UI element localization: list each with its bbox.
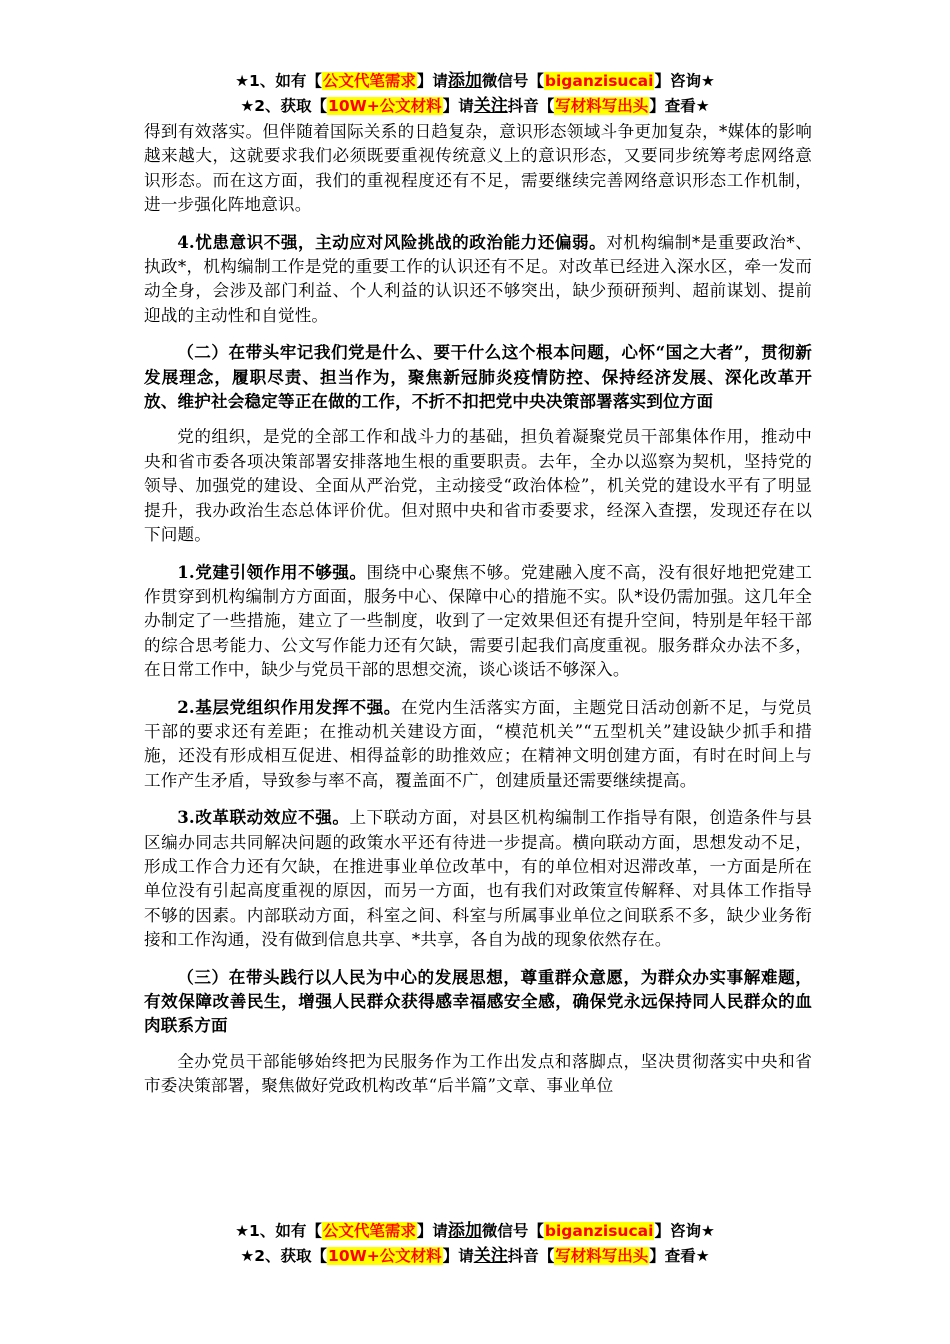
banner-highlight: 公文代笔需求 xyxy=(322,72,416,90)
paragraph xyxy=(144,695,812,794)
banner-text: 】查看★ xyxy=(649,97,710,115)
banner-text: 】咨询★ xyxy=(654,72,715,90)
banner-highlight: biganzisucai xyxy=(544,72,654,90)
paragraph: 全办党员干部能够始终把为民服务作为工作出发点和落脚点，坚决贯彻落实中央和省市委决策部署，聚焦做好党政机构改革“后半篇”文章、事业单位 xyxy=(144,1051,812,1096)
banner-text: 】查看★ xyxy=(649,1247,710,1265)
paragraph-text: 在党内生活落实方面，主题党日活动创新不足，与党员干部的要求还有差距；在推动机关建设方面，“模范机关”“五型机关”建设缺少抓手和措施，还没有形成相互促进、相得益彰的助推效应；在精神文明创建方面，有时在时间上与工作产生矛盾，导致参与率不高，覆盖面不广，创建质量还需要继续提高。 xyxy=(144,697,812,790)
paragraph: 得到有效落实。但伴随着国际关系的日趋复杂，意识形态领域斗争更加复杂，*媒体的影响越来越大，这就要求我们必须既要重视传统意义上的意识形态，又要同步统筹考虑网络意识形态。而在这方面，我们的重视程度还有不足，需要继续完善网络意识形态工作机制，进一步强化阵地意识。 xyxy=(144,122,812,215)
banner-line-1 xyxy=(0,1219,950,1244)
banner-text: 】咨询★ xyxy=(654,1222,715,1240)
banner-text: 微信号【 xyxy=(481,72,544,90)
banner-text: 抖音【 xyxy=(507,97,555,115)
banner-underline: 关注 xyxy=(473,1246,508,1266)
banner-highlight: biganzisucai xyxy=(544,1222,654,1240)
paragraph-lead: 3.改革联动效应不强。 xyxy=(177,807,350,828)
section-heading: （二）在带头牢记我们党是什么、要干什么这个根本问题，心怀“国之大者”，贯彻新发展理念，履职尽责、担当作为，聚焦新冠肺炎疫情防控、保持经济发展、深化改革开放、维护社会稳定等正在做的工作，不折不扣把党中央决策部署落实到位方面 xyxy=(144,342,812,412)
banner-highlight: 写材料写出头 xyxy=(555,97,649,115)
paragraph-text: 围绕中心聚焦不够。党建融入度不高，没有很好地把党建工作贯穿到机构编制方方面面，服务中心、保障中心的措施不实。队*设仍需加强。这几年全办制定了一些措施，建立了一些制度，收到了一定效果但还有提升空间，特别是年轻干部的综合思考能力、公文写作能力还有欠缺，需要引起我们高度重视。服务群众办法不多，在日常工作中，缺少与党员干部的思想交流，谈心谈话不够深入。 xyxy=(144,562,812,680)
banner-line-1 xyxy=(0,69,950,94)
paragraph-lead: 4.忧患意识不强，主动应对风险挑战的政治能力还偏弱。 xyxy=(177,231,607,252)
banner-highlight: 公文代笔需求 xyxy=(322,1222,416,1240)
banner-text: 微信号【 xyxy=(481,1222,544,1240)
paragraph-lead: 1.党建引领作用不够强。 xyxy=(177,561,367,582)
banner-underline: 关注 xyxy=(473,96,508,116)
banner-underline: 添加 xyxy=(447,71,482,91)
banner-text: ★1、如有【 xyxy=(235,1222,322,1240)
paragraph-text: 对机构编制*是重要政治*、执政*，机构编制工作是党的重要工作的认识还有不足。对改革已经进入深水区，牵一发而动全身，会涉及部门利益、个人利益的认识还不够突出，缺少预研预判、超前谋划、提前迎战的主动性和自觉性。 xyxy=(144,232,812,325)
section-heading: （三）在带头践行以人民为中心的发展思想，尊重群众意愿，为群众办实事解难题，有效保障改善民生，增强人民群众获得感幸福感安全感，确保党永远保持同人民群众的血肉联系方面 xyxy=(144,966,812,1036)
banner-highlight: 10W+公文材料 xyxy=(328,1247,442,1265)
banner-line-2 xyxy=(0,1244,950,1269)
banner-highlight: 10W+公文材料 xyxy=(328,97,442,115)
banner-text: 】请 xyxy=(416,72,448,90)
banner-underline: 添加 xyxy=(447,1221,482,1241)
banner-text: ★1、如有【 xyxy=(235,72,322,90)
paragraph xyxy=(144,230,812,329)
header-banner xyxy=(0,69,950,119)
banner-text: ★2、获取【 xyxy=(240,97,328,115)
banner-text: ★2、获取【 xyxy=(240,1247,328,1265)
document-body xyxy=(144,120,812,1111)
banner-text: 】请 xyxy=(416,1222,448,1240)
paragraph: 党的组织，是党的全部工作和战斗力的基础，担负着凝聚党员干部集体作用，推动中央和省市委各项决策部署安排落地生根的重要职责。去年，全办以巡察为契机，坚持党的领导、加强党的建设、全面从严治党，主动接受“政治体检”，机关党的建设水平有了明显提升，我办政治生态总体评价优。但对照中央和省市委要求，经深入查摆，发现还存在以下问题。 xyxy=(144,427,812,545)
paragraph-text: 上下联动方面，对县区机构编制工作指导有限，创造条件与县区编办同志共同解决问题的政策水平还有待进一步提高。横向联动方面，思想发动不足，形成工作合力还有欠缺，在推进事业单位改革中，有的单位相对迟滞改革，一方面是所在单位没有引起高度重视的原因，而另一方面，也有我们对政策宣传解释、对具体工作指导不够的因素。内部联动方面，科室之间、科室与所属事业单位之间联系不多，缺少业务衔接和工作沟通，没有做到信息共享、*共享，各自为战的现象依然存在。 xyxy=(144,808,812,950)
banner-text: 】请 xyxy=(442,1247,474,1265)
paragraph xyxy=(144,560,812,683)
banner-text: 抖音【 xyxy=(507,1247,555,1265)
footer-banner xyxy=(0,1219,950,1269)
banner-highlight: 写材料写出头 xyxy=(555,1247,649,1265)
banner-text: 】请 xyxy=(442,97,474,115)
paragraph xyxy=(144,805,812,952)
banner-line-2 xyxy=(0,94,950,119)
paragraph-lead: 2.基层党组织作用发挥不强。 xyxy=(177,696,401,717)
